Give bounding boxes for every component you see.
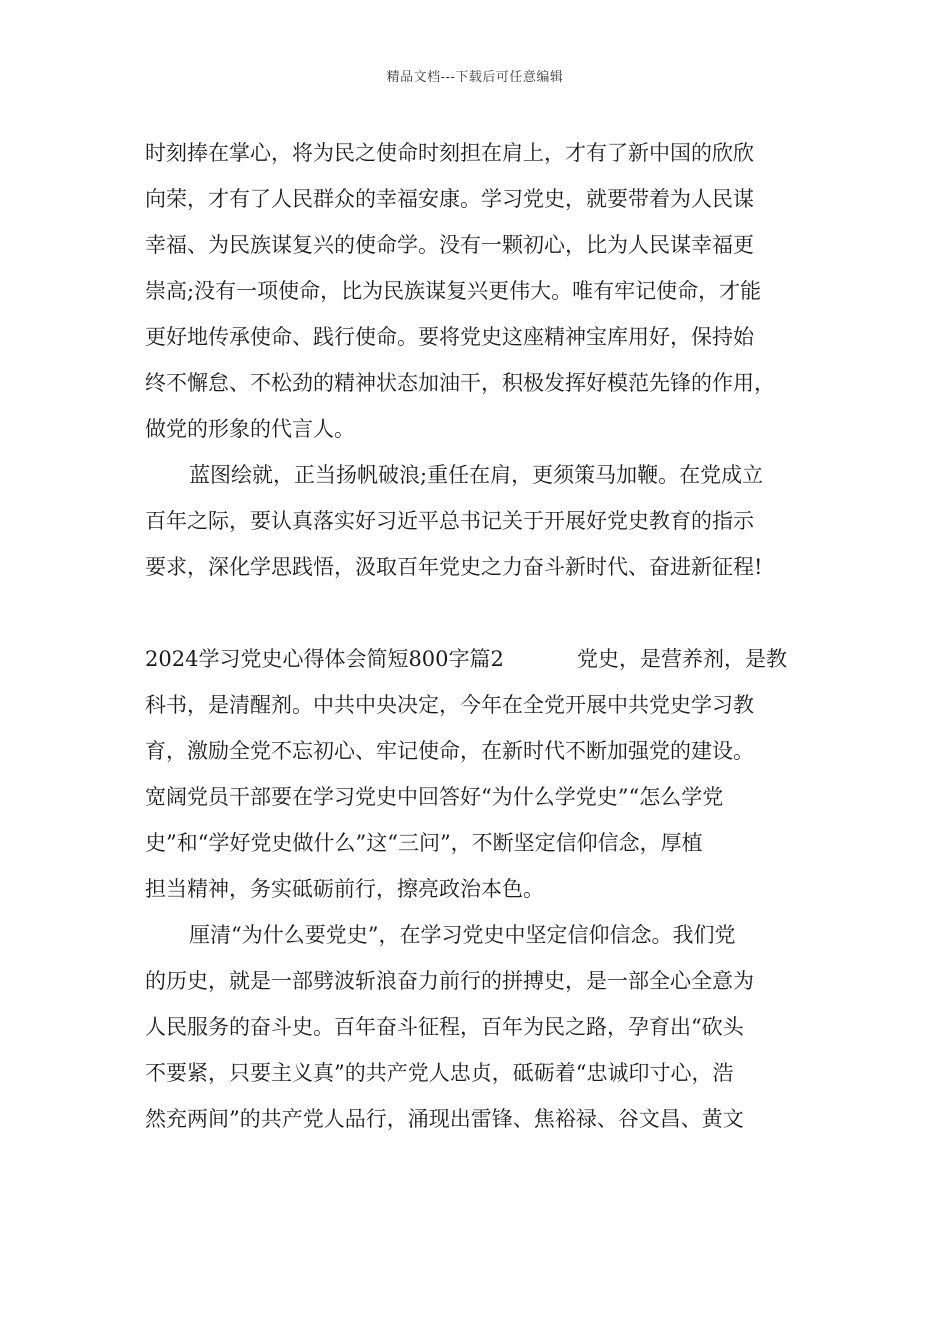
- paragraph-1: [145, 130, 825, 452]
- paragraph-2: [145, 452, 825, 590]
- text-line: 担当精神，务实砥砺前行，擦亮政治本色。: [145, 877, 544, 901]
- section-gap: [145, 590, 825, 636]
- page-header: 精品文档---下载后可任意编辑: [386, 70, 564, 85]
- text-line: 向荣，才有了人民群众的幸福安康。学习党史，就要带着为人民谋: [145, 187, 754, 211]
- text-line: 史”和“学好党史做什么”这“三问”，不断坚定信仰信念，厚植: [145, 831, 703, 855]
- text-line: 时刻捧在掌心，将为民之使命时刻担在肩上，才有了新中国的欣欣: [145, 141, 754, 165]
- text-line: 宽阔党员干部要在学习党史中回答好“为什么学党史”“怎么学党: [145, 785, 724, 809]
- text-line-rest: 党史，是营养剂，是教: [577, 647, 787, 671]
- text-line: 幸福、为民族谋复兴的使命学。没有一颗初心，比为人民谋幸福更: [145, 233, 754, 257]
- text-line: 更好地传承使命、践行使命。要将党史这座精神宝库用好，保持始: [145, 325, 754, 349]
- text-line: 不要紧，只要主义真”的共产党人忠贞，砥砺着“忠诚印寸心，浩: [145, 1061, 734, 1085]
- section-title: 2024学习党史心得体会简短800字篇2: [145, 647, 504, 671]
- text-line: 崇高;没有一项使命，比为民族谋复兴更伟大。唯有牢记使命，才能: [145, 279, 762, 303]
- text-line: 百年之际，要认真落实好习近平总书记关于开展好党史教育的指示: [145, 509, 754, 533]
- document-body: [145, 130, 825, 1142]
- text-line: 然充两间”的共产党人品行，涌现出雷锋、焦裕禄、谷文昌、黄文: [145, 1107, 744, 1131]
- text-line: 育，激励全党不忘初心、牢记使命，在新时代不断加强党的建设。: [145, 739, 754, 763]
- text-line: 人民服务的奋斗史。百年奋斗征程，百年为民之路，孕育出“砍头: [145, 1015, 744, 1039]
- section-2: [145, 636, 825, 912]
- text-line: 的历史，就是一部劈波斩浪奋力前行的拼搏史，是一部全心全意为: [145, 969, 754, 993]
- text-line: 做党的形象的代言人。: [145, 417, 355, 441]
- text-line: 终不懈怠、不松劲的精神状态加油干，积极发挥好模范先锋的作用，: [145, 371, 775, 395]
- text-line: 科书，是清醒剂。中共中央决定，今年在全党开展中共党史学习教: [145, 693, 754, 717]
- text-line: 厘清“为什么要党史”，在学习党史中坚定信仰信念。我们党: [189, 923, 736, 947]
- text-line: 蓝图绘就，正当扬帆破浪;重任在肩，更须策马加鞭。在党成立: [189, 463, 764, 487]
- section-heading-line: [145, 636, 825, 682]
- text-line: 要求，深化学思践悟，汲取百年党史之力奋斗新时代、奋进新征程!: [145, 555, 763, 579]
- paragraph-4: [145, 912, 825, 1142]
